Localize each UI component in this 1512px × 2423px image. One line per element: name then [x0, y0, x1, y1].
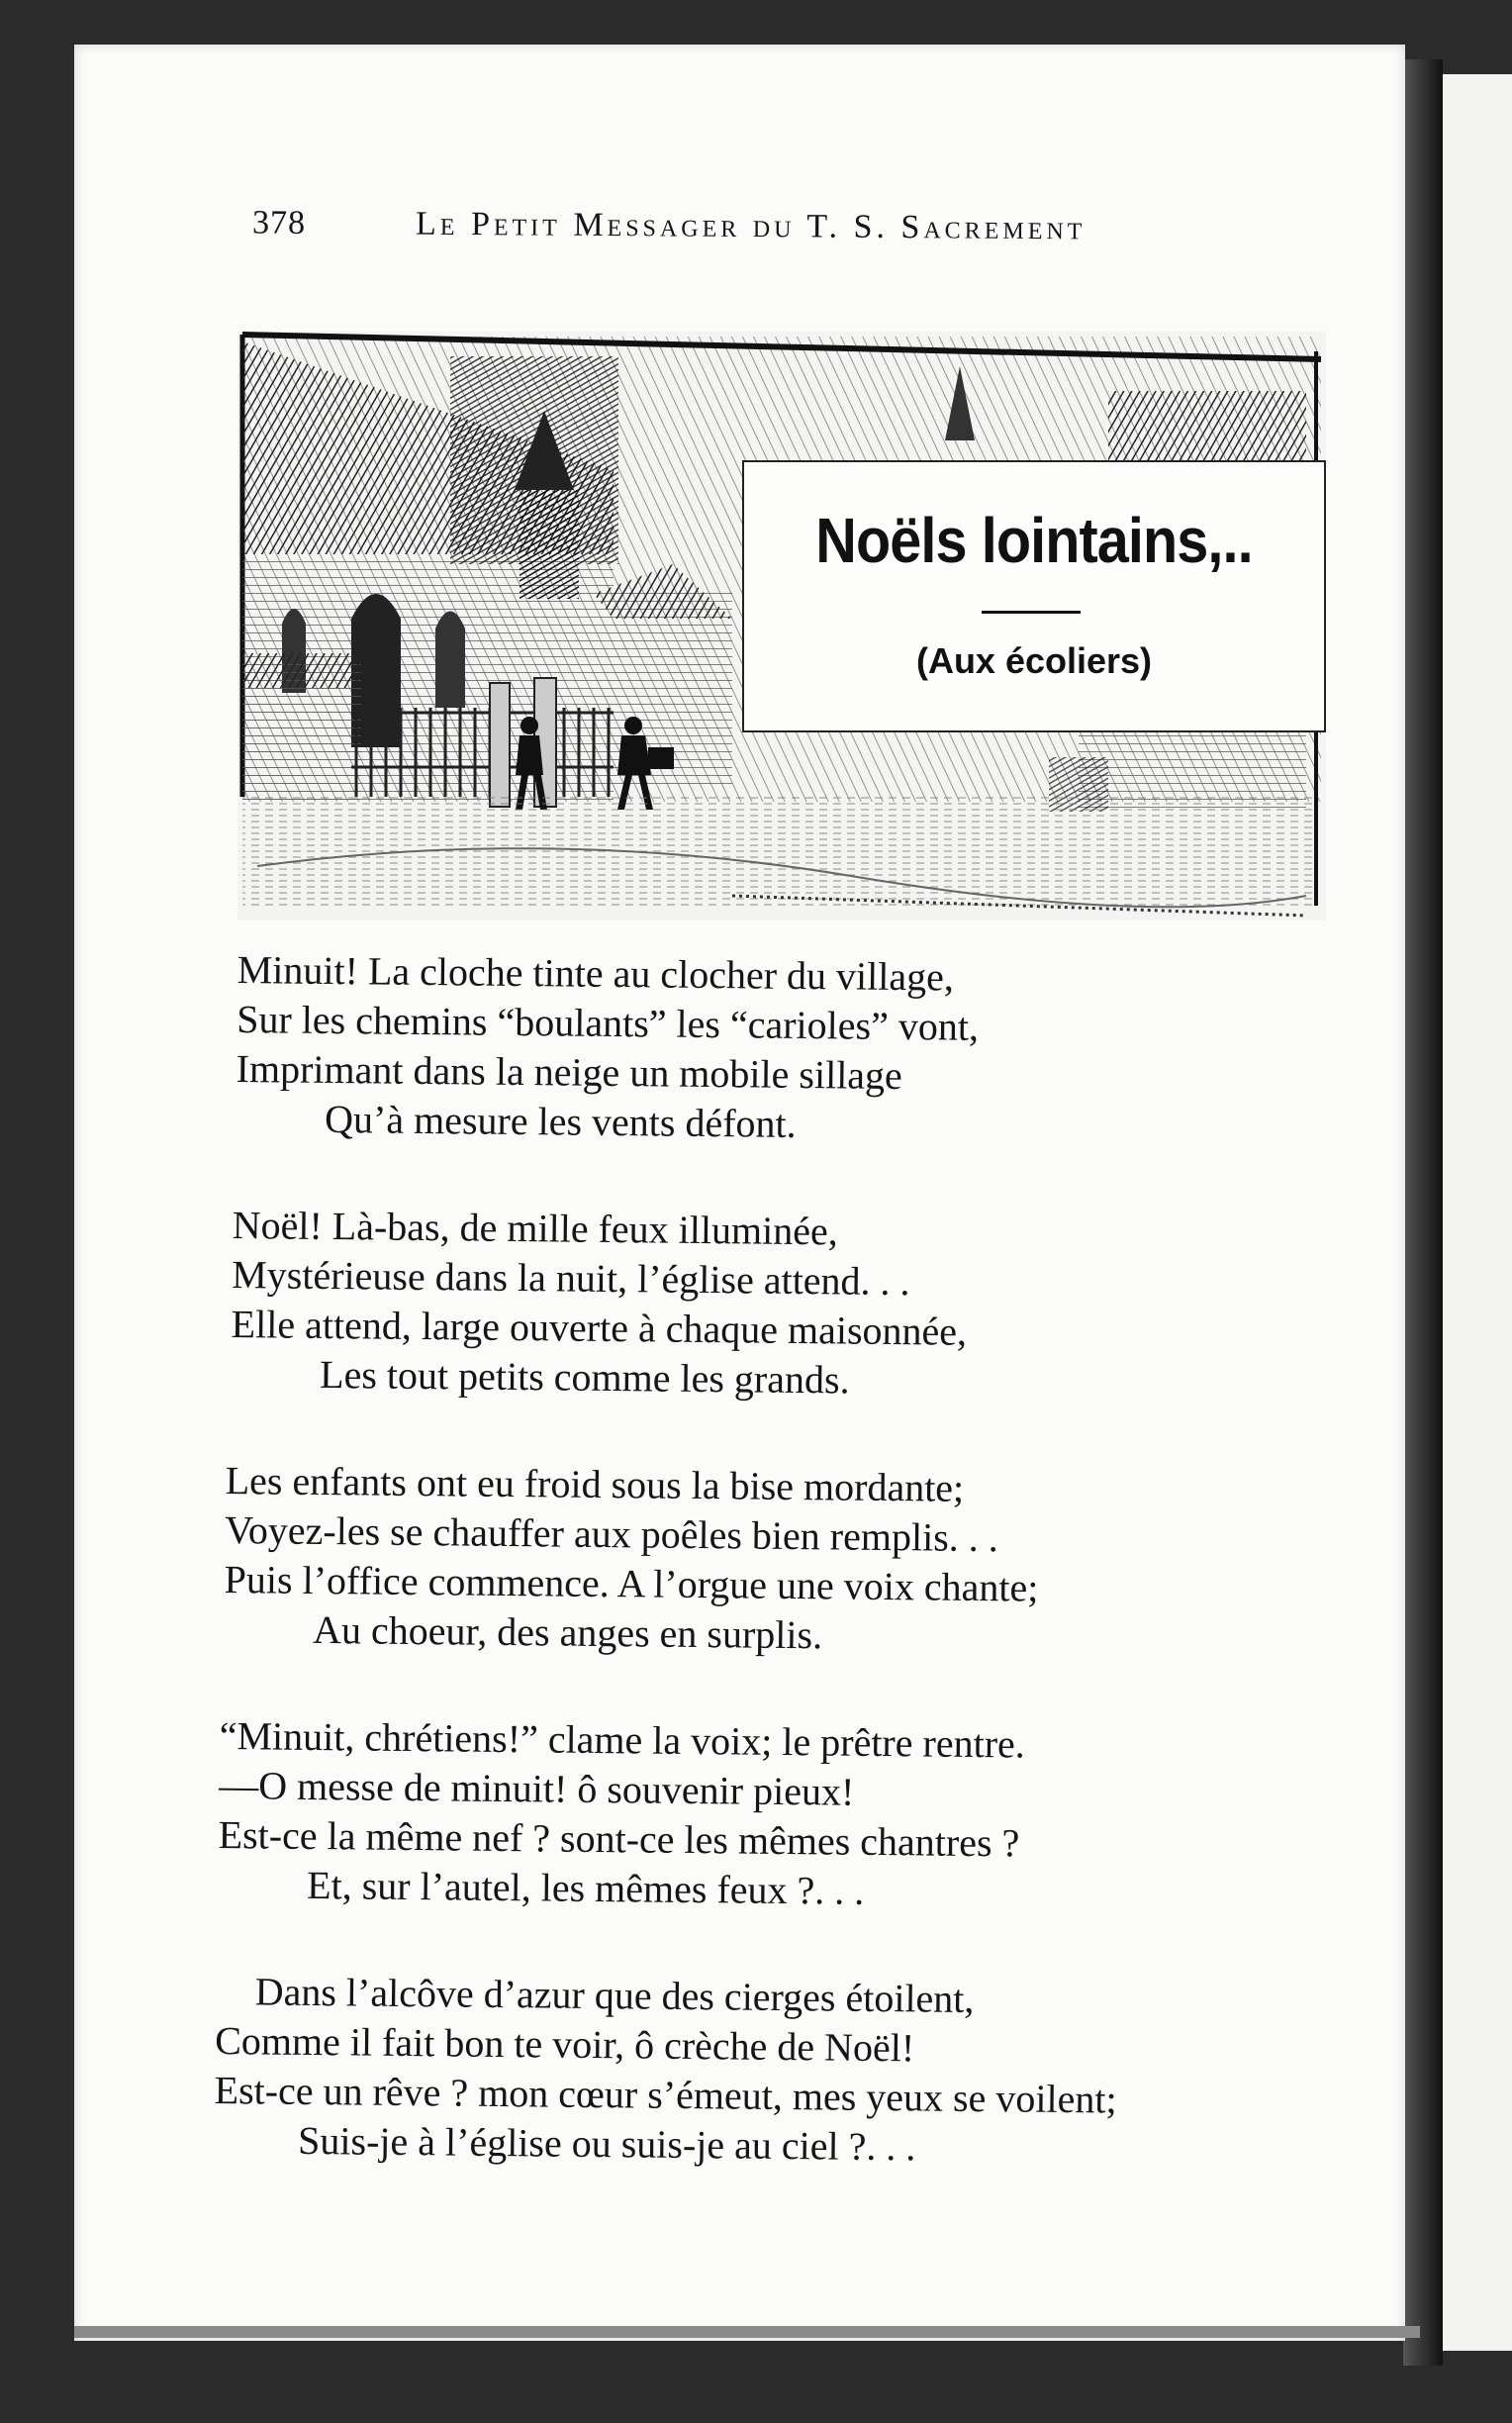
stanza: [214, 1967, 1346, 2177]
verse-line: Dans l’alcôve d’azur que des cierges étoilent,: [254, 1969, 975, 2022]
verse-line: Noël! Là-bas, de mille feux illuminée,: [232, 1202, 838, 1254]
poem-title-box: [742, 460, 1326, 732]
verse-line: Suis-je à l’église ou suis-je au ciel ?. . .: [297, 2117, 916, 2170]
running-head: [252, 205, 1242, 271]
verse-line: Au choeur, des anges en surplis.: [312, 1606, 823, 1658]
verse-line: Les tout petits comme les grands.: [319, 1351, 850, 1403]
verse-line: Est-ce un rêve ? mon cœur s’émeut, mes yeux se voilent;: [214, 2067, 1117, 2122]
verse-line: —O messe de minuit! ô souvenir pieux!: [218, 1762, 855, 1814]
facing-page-edge: [1440, 74, 1512, 2351]
book-gutter: [1403, 59, 1443, 2366]
verse-line: Les enfants ont eu froid sous la bise mordante;: [225, 1457, 965, 1510]
poem-title: Noëls lointains,..: [815, 505, 1253, 576]
verse-line: Et, sur l’autel, les mêmes feux ?. . .: [306, 1862, 865, 1913]
verse-line: Comme il fait bon te voir, ô crèche de Noël!: [214, 2017, 915, 2071]
verse-line: Voyez-les se chauffer aux poêles bien remplis. . .: [224, 1506, 999, 1561]
stanza: [231, 1201, 1346, 1410]
verse-line: Imprimant dans la neige un mobile sillage: [236, 1045, 903, 1099]
stanza: [236, 945, 1346, 1155]
verse-line: “Minuit, chrétiens!” clame la voix; le prêtre rentre.: [219, 1712, 1026, 1767]
verse-line: Qu’à mesure les vents défont.: [324, 1096, 797, 1146]
title-rule: [982, 611, 1081, 614]
verse-line: Puis l’office commence. A l’orgue une voix chante;: [224, 1556, 1039, 1610]
poem-dedication: (Aux écoliers): [915, 640, 1153, 681]
verse-line: Minuit! La cloche tinte au clocher du village,: [236, 946, 955, 1000]
verse-line: Sur les chemins “boulants” les “carioles” vont,: [236, 996, 980, 1049]
verse-line: Est-ce la même nef ? sont-ce les mêmes chantres ?: [218, 1811, 1020, 1866]
poem-body: [208, 945, 1346, 2222]
verse-line: Mystérieuse dans la nuit, l’église attend. . .: [231, 1251, 910, 1305]
verse-line: Elle attend, large ouverte à chaque maisonnée,: [231, 1301, 968, 1354]
stanza: [224, 1456, 1346, 1666]
page-edge: [74, 2326, 1420, 2338]
journal-title: Le Petit Messager du T. S. Sacrement: [415, 205, 1087, 247]
stanza: [218, 1711, 1346, 1921]
page-number: 378: [251, 204, 307, 242]
